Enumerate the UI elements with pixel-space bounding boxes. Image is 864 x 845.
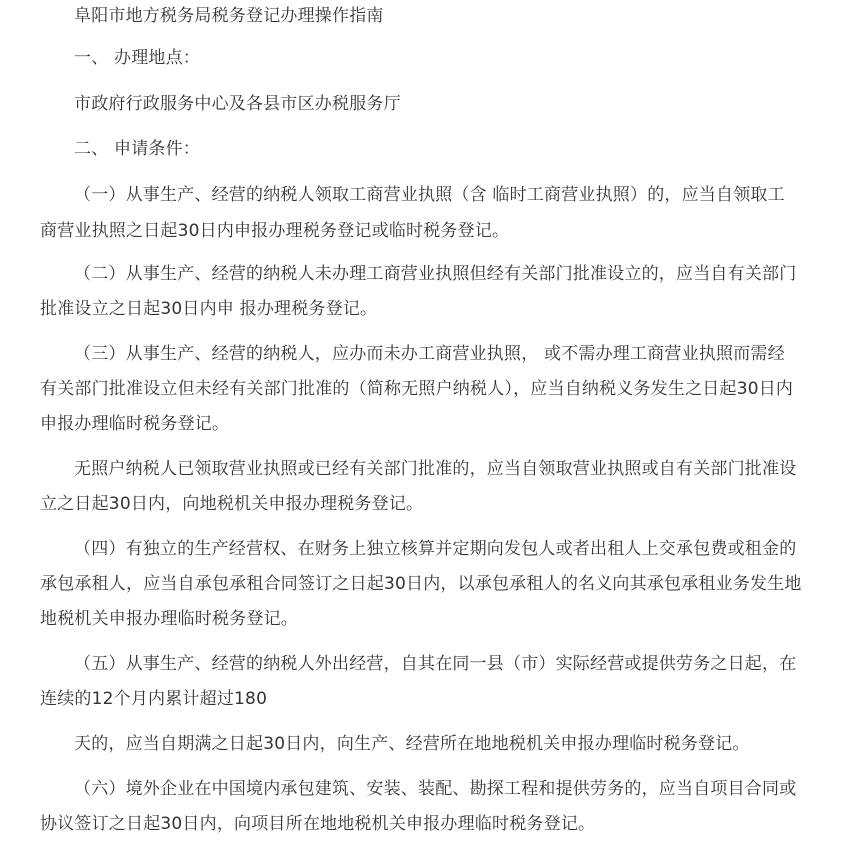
paragraph-3-line-1: （三）从事生产、经营的纳税人，应办而未办工商营业执照， 或不需办理工商营业执照而需经 xyxy=(74,344,785,364)
paragraph-5-line-1: （四）有独立的生产经营权、在财务上独立核算并定期向发包人或者出租人上交承包费或租金的 xyxy=(74,539,797,559)
section1-heading: 一、 办理地点： xyxy=(74,48,201,68)
paragraph-6-line-1: （五）从事生产、经营的纳税人外出经营，自其在同一县（市）实际经营或提供劳务之日起，在 xyxy=(74,654,797,674)
paragraph-3-line-3: 申报办理临时税务登记。 xyxy=(40,414,230,434)
paragraph-2-line-2: 批准设立之日起30日内申 报办理税务登记。 xyxy=(40,299,378,319)
paragraph-6-line-2: 连续的12个月内累计超过180 xyxy=(40,689,268,709)
section1-text: 市政府行政服务中心及各县市区办税服务厅 xyxy=(74,94,401,114)
paragraph-4-line-2: 立之日起30日内，向地税机关申报办理税务登记。 xyxy=(40,494,424,514)
paragraph-1-line-1: （一）从事生产、经营的纳税人领取工商营业执照（含 临时工商营业执照）的，应当自领取工 xyxy=(74,185,785,205)
section2-heading: 二、 申请条件： xyxy=(74,139,201,159)
paragraph-4-line-1: 无照户纳税人已领取营业执照或已经有关部门批准的，应当自领取营业执照或自有关部门批准设 xyxy=(74,459,797,479)
paragraph-1-line-2: 商营业执照之日起30日内申报办理税务登记或临时税务登记。 xyxy=(40,221,510,241)
paragraph-6-line-3: 天的，应当自期满之日起30日内，向生产、经营所在地地税机关申报办理临时税务登记。 xyxy=(74,734,750,754)
paragraph-5-line-2: 承包承租人，应当自承包承租合同签订之日起30日内，以承包承租人的名义向其承包承租业务发生地 xyxy=(40,574,802,594)
paragraph-2-line-1: （二）从事生产、经营的纳税人未办理工商营业执照但经有关部门批准设立的，应当自有关部门 xyxy=(74,264,797,284)
paragraph-3-line-2: 有关部门批准设立但未经有关部门批准的（简称无照户纳税人），应当自纳税义务发生之日起30日内 xyxy=(40,379,794,399)
paragraph-5-line-3: 地税机关申报办理临时税务登记。 xyxy=(40,609,298,629)
paragraph-7-line-1: （六）境外企业在中国境内承包建筑、安装、装配、勘探工程和提供劳务的，应当自项目合同或 xyxy=(74,779,797,799)
document-title: 阜阳市地方税务局税务登记办理操作指南 xyxy=(74,6,384,26)
paragraph-7-line-2: 协议签订之日起30日内，向项目所在地地税机关申报办理临时税务登记。 xyxy=(40,814,596,834)
